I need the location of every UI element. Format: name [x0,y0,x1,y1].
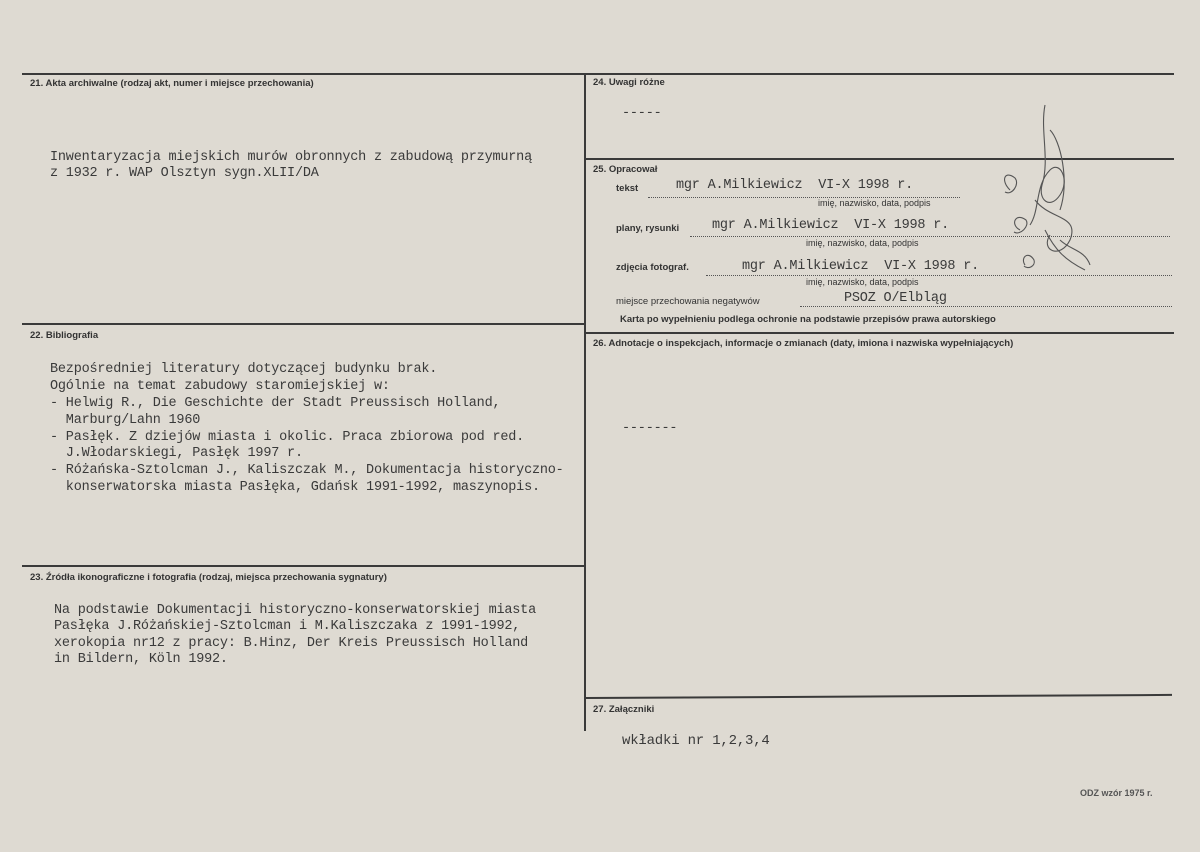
negatywy-label: miejsce przechowania negatywów [616,296,760,307]
bibliography-line-4: Marburg/Lahn 1960 [50,413,201,428]
zdjecia-caption: imię, nazwisko, data, podpis [806,277,919,287]
section-22-label: 22. Bibliografia [30,330,99,341]
tekst-label: tekst [616,183,639,194]
section-27-label: 27. Załączniki [593,704,655,715]
bibliography-line-8: konserwatorska miasta Pasłęka, Gdańsk 1991-1992, maszynopis. [50,480,540,495]
center-divider-line [584,73,586,731]
section-23-line-3: xerokopia nr12 z pracy: B.Hinz, Der Kreis Preussisch Holland [54,636,529,651]
section-23-line-2: Pasłęka J.Różańskiej-Sztolcman i M.Kaliszczaka z 1991-1992, [54,619,521,634]
divider-25-26 [586,332,1174,334]
zdjecia-label: zdjęcia fotograf. [616,262,689,273]
tekst-value: mgr A.Milkiewicz VI-X 1998 r. [676,178,914,193]
tekst-caption: imię, nazwisko, data, podpis [818,198,931,208]
bibliography-line-3: - Helwig R., Die Geschichte der Stadt Preussisch Holland, [50,396,501,411]
divider-22-23 [22,565,584,567]
section-21-line-1: Inwentaryzacja miejskich murów obronnych z zabudową przymurną [50,150,532,165]
section-23-line-4: in Bildern, Köln 1992. [54,652,228,667]
zdjecia-value: mgr A.Milkiewicz VI-X 1998 r. [742,259,980,274]
section-26-label: 26. Adnotacje o inspekcjach, informacje o zmianach (daty, imiona i nazwiska wypełniających) [593,338,1014,349]
handwritten-signature [990,100,1110,280]
section-24-value: ----- [622,106,662,121]
section-23-label: 23. Źródła ikonograficzne i fotografia (rodzaj, miejsca przechowania sygnatury) [30,572,387,583]
karta-note: Karta po wypełnieniu podlega ochronie na podstawie przepisów prawa autorskiego [620,314,996,325]
section-21-label: 21. Akta archiwalne (rodzaj akt, numer i miejsce przechowania) [30,78,314,89]
section-25-label: 25. Opracował [593,164,658,175]
plany-label: plany, rysunki [616,223,680,234]
bibliography-line-6: J.Włodarskiegi, Pasłęk 1997 r. [50,446,303,461]
bibliography-line-7: - Różańska-Sztolcman J., Kaliszczak M., Dokumentacja historyczno- [50,463,564,478]
bibliography-line-2: Ogólnie na temat zabudowy staromiejskiej w: [50,379,390,394]
divider-21-22 [22,323,584,325]
section-27-value: wkładki nr 1,2,3,4 [622,733,770,749]
section-21-line-2: z 1932 r. WAP Olsztyn sygn.XLII/DA [50,166,319,181]
plany-value: mgr A.Milkiewicz VI-X 1998 r. [712,218,950,233]
negatywy-value: PSOZ O/Elbląg [844,291,947,306]
section-26-value: ------- [622,421,678,436]
bibliography-line-1: Bezpośredniej literatury dotyczącej budynku brak. [50,362,438,377]
section-24-label: 24. Uwagi różne [593,77,665,88]
odz-footer: ODZ wzór 1975 r. [1080,788,1153,798]
bibliography-line-5: - Pasłęk. Z dziejów miasta i okolic. Praca zbiorowa pod red. [50,430,525,445]
plany-caption: imię, nazwisko, data, podpis [806,238,919,248]
top-border-line [22,73,1174,75]
section-23-line-1: Na podstawie Dokumentacji historyczno-konserwatorskiej miasta [54,603,536,618]
divider-26-27 [586,694,1172,699]
